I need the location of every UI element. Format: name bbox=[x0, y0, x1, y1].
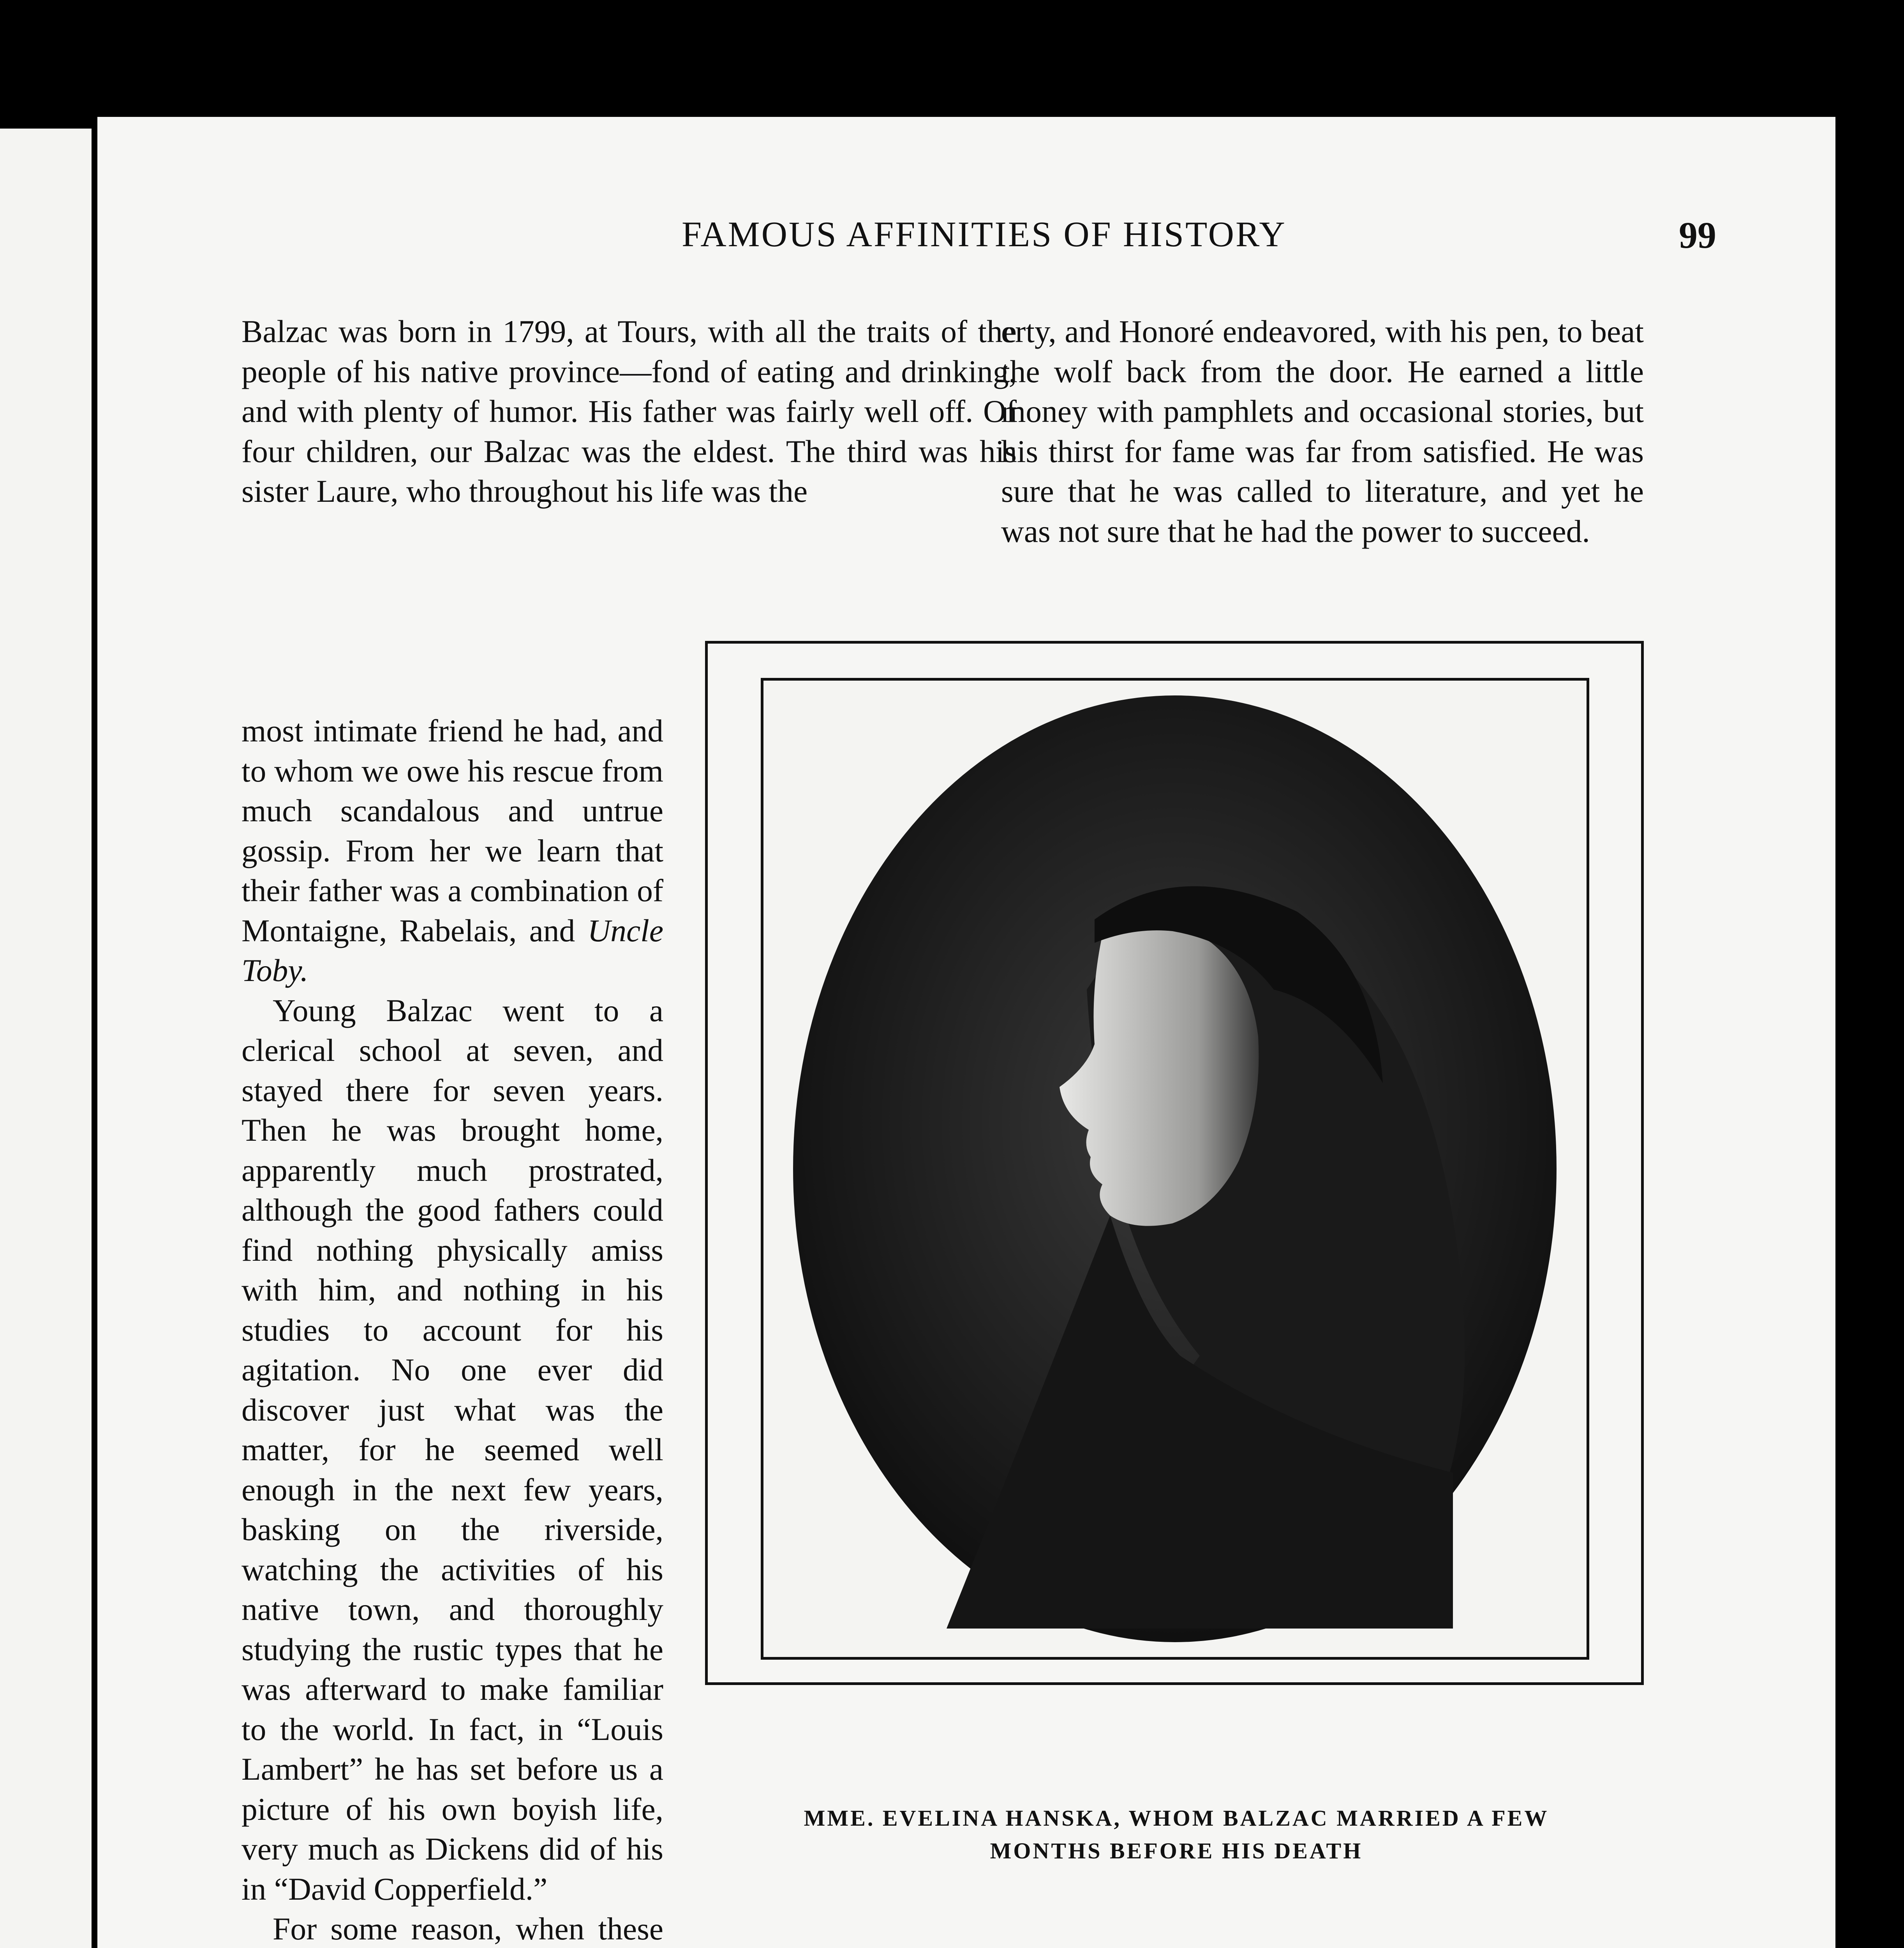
paragraph-text: most intimate friend he had, and to whom we owe his rescue from much scandalous and untrue gossip. From her we learn that their father was a combination of Montaigne, Rabelais, and bbox=[242, 713, 663, 948]
paragraph: For some reason, when these bbox=[273, 1911, 663, 1946]
page-number: 99 bbox=[1679, 214, 1716, 256]
paragraph bbox=[242, 711, 663, 991]
illustration-caption: MME. EVELINA HANSKA, WHOM BALZAC MARRIED A FEW MONTHS BEFORE HIS DEATH bbox=[804, 1805, 1549, 1863]
right-column-top-text: erty, and Honoré endeavored, with his pen, to beat the wolf back from the door. He earned a little money with pamphlets and occasional stories, but his thirst for fame was far from satisfied. He was sure that he was called to literature, and yet he was not sure that he had the power to succeed. bbox=[1001, 314, 1644, 549]
paragraph: Young Balzac went to a clerical school at seven, and stayed there for seven years. Then he was brought home, apparently much prostrated, although the good fathers could find nothing physically amiss with him, and nothing in his studies to account for his agitation. No one ever did discover just what was the matter, for he seemed well enough in the next few years, basking on the riverside, watching the activities of his native town, and thoroughly studying the rustic types that he was afterward to make familiar to the world. In fact, in “Louis Lambert” he has set before us a picture of his own boyish life, very much as Dickens did of his in “David Copperfield.” bbox=[242, 992, 663, 1907]
running-header: FAMOUS AFFINITIES OF HISTORY bbox=[682, 214, 1287, 254]
italic-title: Uncle Toby. bbox=[242, 912, 663, 988]
left-column-top-text: Balzac was born in 1799, at Tours, with all the traits of the people of his native province—fond of eating and drinking, and with plenty of humor. His father was fairly well off. Of four children, our Balzac was the eldest. The third was his sister Laure, who throughout his life was the bbox=[242, 314, 1017, 509]
portrait-illustration bbox=[791, 693, 1559, 1644]
left-column-inset-text bbox=[242, 711, 663, 1948]
